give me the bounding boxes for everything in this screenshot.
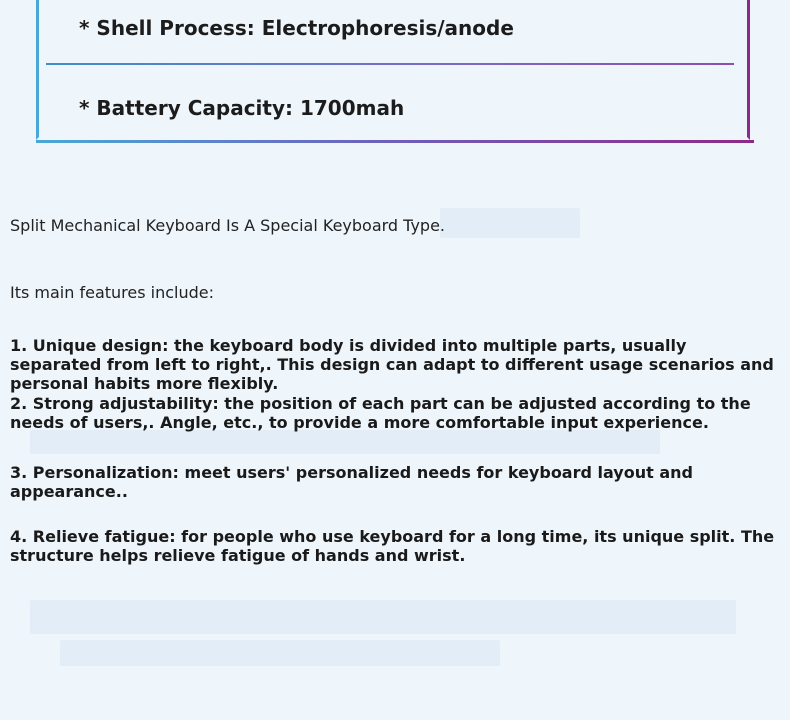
- features-heading: Its main features include:: [10, 283, 215, 302]
- article-intro: Split Mechanical Keyboard Is A Special Keyboard Type.: [10, 216, 446, 235]
- background-artifact: [60, 640, 500, 666]
- specs-panel-bottom-border: [36, 140, 754, 143]
- background-artifact: [440, 208, 580, 238]
- background-artifact: [30, 600, 736, 634]
- specs-divider: [46, 63, 734, 65]
- feature-item-unique-design: 1. Unique design: the keyboard body is divided into multiple parts, usually separated from left to right,. This design can adapt to different usage scenarios and personal habits more flexibly.: [10, 336, 774, 393]
- background-artifact: [30, 430, 660, 454]
- feature-item-personalization: 3. Personalization: meet users' personalized needs for keyboard layout and appearance..: [10, 463, 693, 501]
- feature-item-relieve-fatigue: 4. Relieve fatigue: for people who use keyboard for a long time, its unique split. The structure helps relieve fatigue of hands and wrist.: [10, 527, 775, 565]
- feature-item-adjustability: 2. Strong adjustability: the position of each part can be adjusted according to the needs of users,. Angle, etc., to provide a more comfortable input experience.: [10, 394, 751, 432]
- spec-shell-process: * Shell Process: Electrophoresis/anode: [79, 16, 514, 40]
- spec-battery-capacity: * Battery Capacity: 1700mah: [79, 96, 405, 120]
